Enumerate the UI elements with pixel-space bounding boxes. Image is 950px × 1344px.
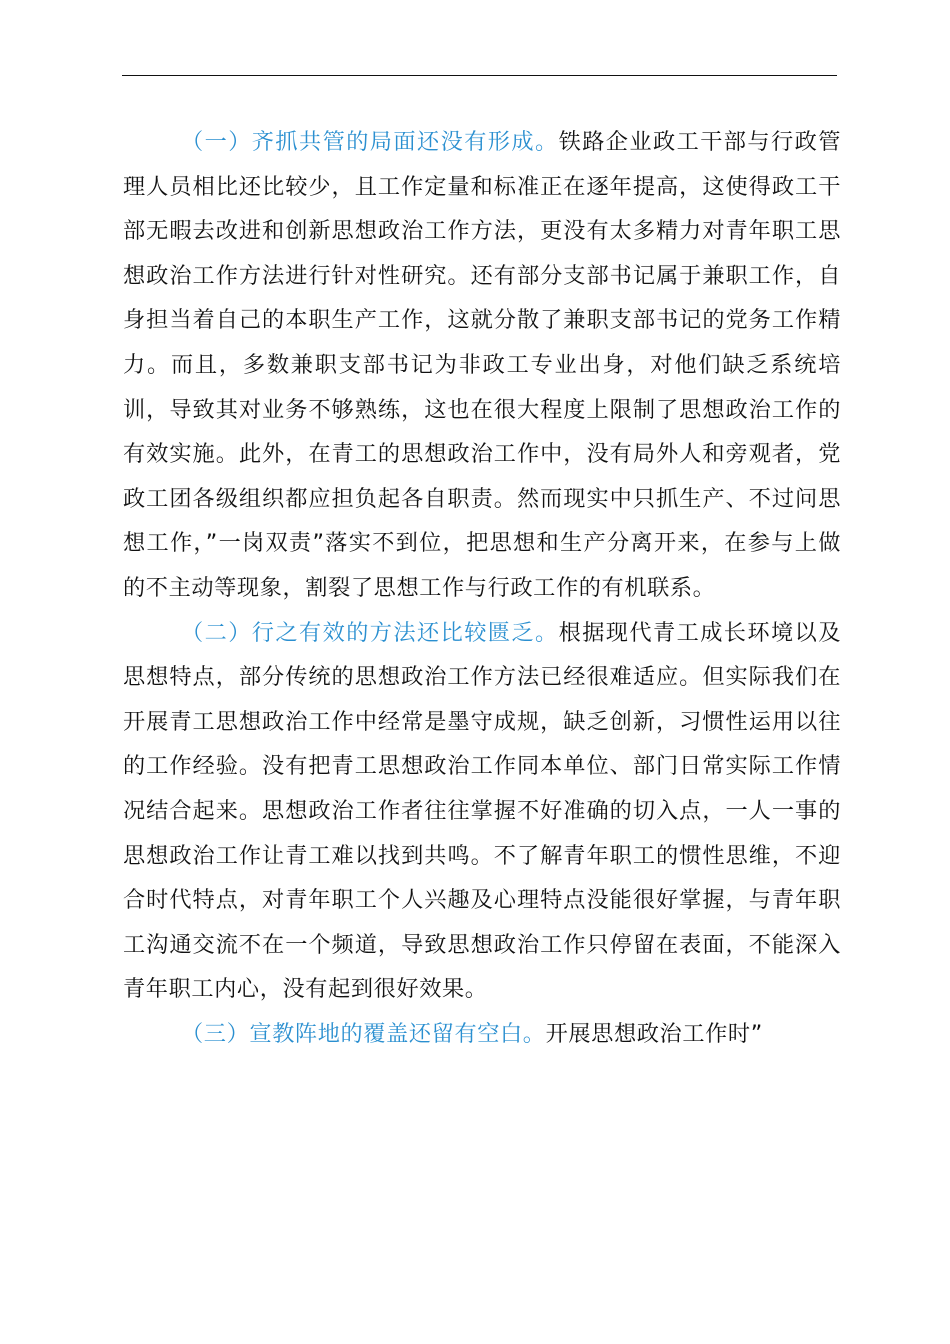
paragraph-3-text: 开展思想政治工作时” [545, 1020, 763, 1047]
paragraph-2-heading: （二）行之有效的方法还比较匮乏。 [181, 619, 559, 646]
paragraph-1-text: 铁路企业政工干部与行政管理人员相比还比较少，且工作定量和标准正在逐年提高，这使得政工干部无暇去改进和创新思想政治工作方法，更没有太多精力对青年职工思想政治工作方法进行针对性研究。还有部分支部书记属于兼职工作，自身担当着自己的本职生产工作，这就分散了兼职支部书记的党务工作精力。而且，多数兼职支部书记为非政工专业出身，对他们缺乏系统培训，导致其对业务不够熟练，这也在很大程度上限制了思想政治工作的有效实施。此外，在青工的思想政治工作中，没有局外人和旁观者，党政工团各级组织都应担负起各自职责。然而现实中只抓生产、不过问思想工作，”一岗双责”落实不到位，把思想和生产分离开来，在参与上做的不主动等现象，割裂了思想工作与行政工作的有机联系。 [123, 129, 841, 601]
header-rule [122, 75, 837, 76]
paragraph-3 [123, 1012, 841, 1057]
document-body [123, 120, 841, 1056]
paragraph-2-text: 根据现代青工成长环境以及思想特点，部分传统的思想政治工作方法已经很难适应。但实际我们在开展青工思想政治工作中经常是墨守成规，缺乏创新，习惯性运用以往的工作经验。没有把青工思想政治工作同本单位、部门日常实际工作情况结合起来。思想政治工作者往往掌握不好准确的切入点，一人一事的思想政治工作让青工难以找到共鸣。不了解青年职工的惯性思维，不迎合时代特点，对青年职工个人兴趣及心理特点没能很好掌握，与青年职工沟通交流不在一个频道，导致思想政治工作只停留在表面，不能深入青年职工内心，没有起到很好效果。 [123, 619, 841, 1003]
paragraph-3-heading: （三）宣教阵地的覆盖还留有空白。 [181, 1020, 546, 1047]
paragraph-2 [123, 611, 841, 1012]
paragraph-1 [123, 120, 841, 611]
paragraph-1-heading: （一）齐抓共管的局面还没有形成。 [181, 129, 559, 155]
